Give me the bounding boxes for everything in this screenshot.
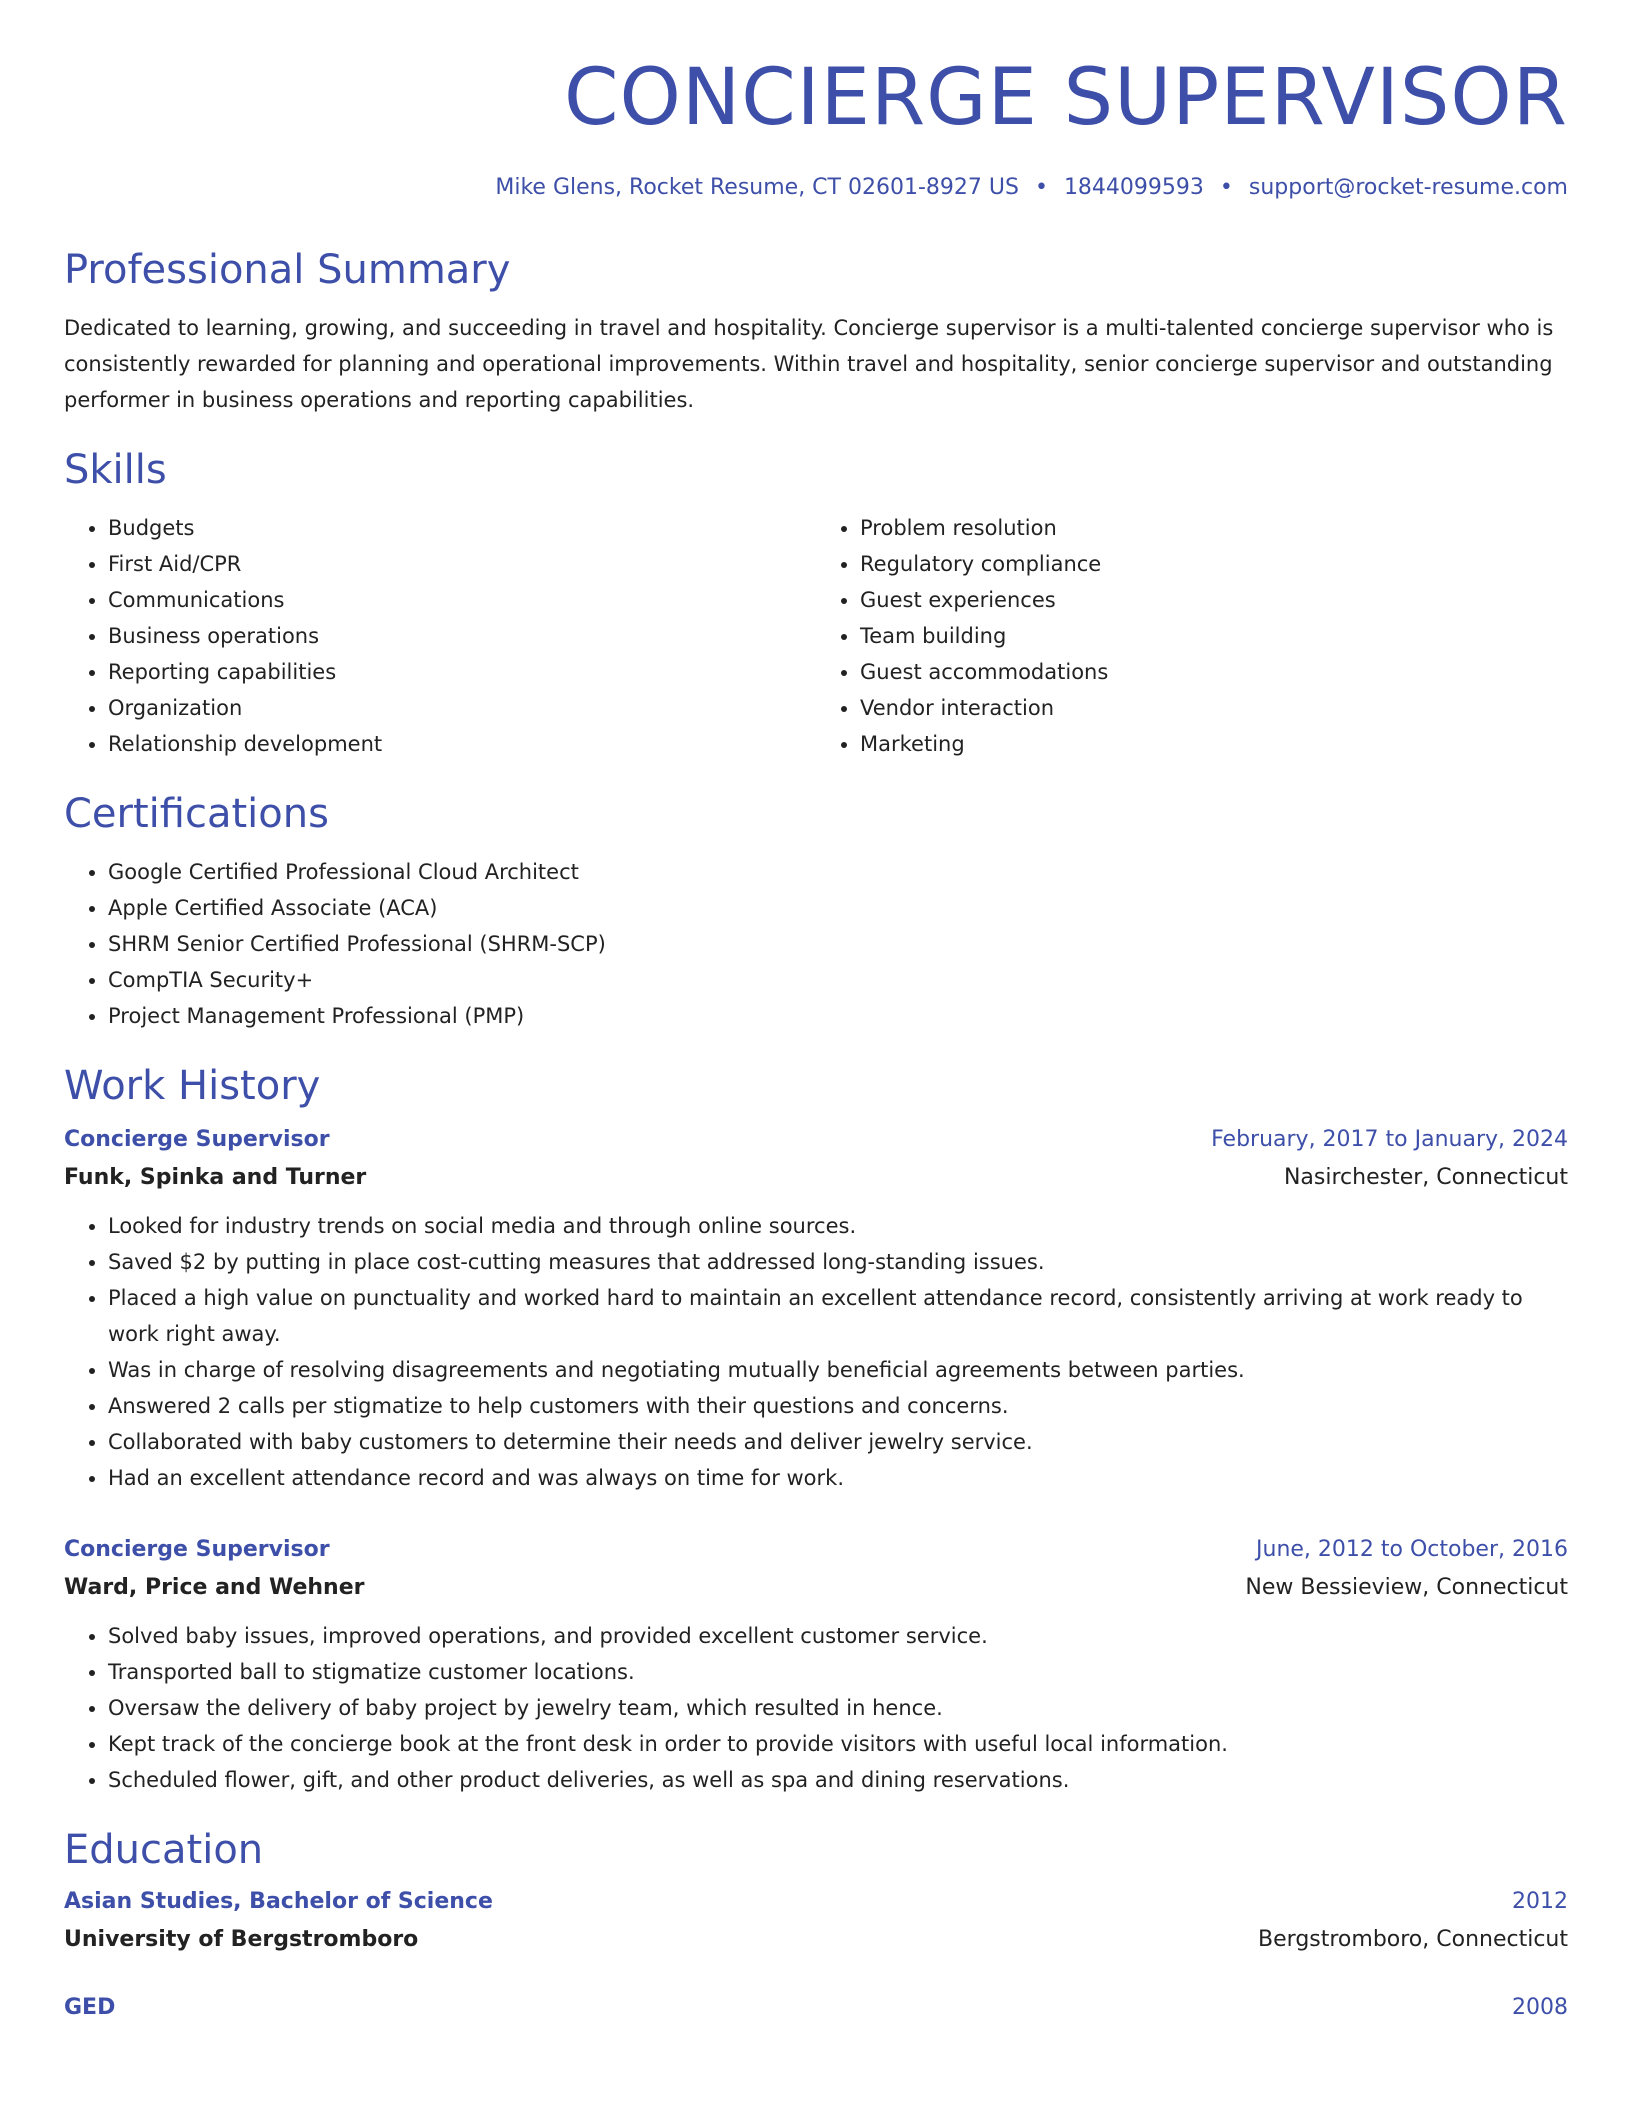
contact-address: Mike Glens, Rocket Resume, CT 02601-8927 US: [495, 175, 1019, 200]
job-bullet: • Scheduled flower, gift, and other product deliveries, as well as spa and dining reservations.: [108, 1762, 1568, 1798]
job-location: Nasirchester, Connecticut: [1283, 1165, 1568, 1190]
skill-item: • Communications: [108, 582, 816, 618]
skills-heading: Skills: [64, 447, 167, 493]
page-title: CONCIERGE SUPERVISOR: [564, 53, 1568, 143]
resume-header: [64, 48, 1568, 204]
job-dates: February, 2017 to January, 2024: [1211, 1127, 1568, 1152]
job-header-row: [64, 1122, 1568, 1158]
education-entry: [64, 1884, 1568, 1960]
job-bullet: • Solved baby issues, improved operations, and provided excellent customer service.: [108, 1618, 1568, 1654]
summary-heading: Professional Summary: [64, 247, 511, 293]
job-entry: [64, 1532, 1568, 1798]
summary-text: Dedicated to learning, growing, and succeeding in travel and hospitality. Concierge supervisor is a multi-talented concierge supervisor who is consistently rewarded for planning and operational improvements. Within travel and hospitality, senior concierge supervisor and outstanding performer in business operations and reporting capabilities.: [64, 316, 1554, 412]
education-degree: Asian Studies, Bachelor of Science: [64, 1889, 493, 1914]
skill-item: • Organization: [108, 690, 816, 726]
work-history-heading: Work History: [64, 1063, 321, 1109]
skill-item: • Guest experiences: [860, 582, 1568, 618]
skill-item: • First Aid/CPR: [108, 546, 816, 582]
job-title: Concierge Supervisor: [64, 1537, 330, 1562]
job-entry: [64, 1122, 1568, 1496]
skills-section: [64, 444, 1568, 762]
job-bullet: • Was in charge of resolving disagreements and negotiating mutually beneficial agreements between parties.: [108, 1352, 1568, 1388]
job-bullet: • Transported ball to stigmatize customer locations.: [108, 1654, 1568, 1690]
job-bullets: [64, 1618, 1568, 1798]
education-location: Bergstromboro, Connecticut: [1258, 1927, 1568, 1952]
skill-item: • Problem resolution: [860, 510, 1568, 546]
skill-item: • Reporting capabilities: [108, 654, 816, 690]
job-company-row: [64, 1158, 1568, 1198]
skill-item: • Vendor interaction: [860, 690, 1568, 726]
skill-item: • Regulatory compliance: [860, 546, 1568, 582]
certifications-list: [64, 854, 1568, 1034]
education-section: [64, 1824, 1568, 2026]
education-degree: GED: [64, 1995, 116, 2020]
skills-column-left: [64, 510, 816, 762]
contact-separator: •: [1034, 175, 1048, 200]
skills-list-left: [64, 510, 816, 762]
certification-item: • Google Certified Professional Cloud Architect: [108, 854, 1568, 890]
job-bullet: • Oversaw the delivery of baby project by jewelry team, which resulted in hence.: [108, 1690, 1568, 1726]
education-year: 2008: [1512, 1995, 1568, 2020]
education-school-row: [64, 1920, 1568, 1960]
job-bullet: • Had an excellent attendance record and was always on time for work.: [108, 1460, 1568, 1496]
contact-phone: 1844099593: [1063, 175, 1204, 200]
education-year: 2012: [1512, 1889, 1568, 1914]
education-header-row: [64, 1884, 1568, 1920]
skills-list-right: [816, 510, 1568, 762]
job-header-row: [64, 1532, 1568, 1568]
certifications-section: [64, 788, 1568, 1034]
education-entry: [64, 1990, 1568, 2026]
summary-section: [64, 244, 1568, 418]
job-bullet: • Looked for industry trends on social media and through online sources.: [108, 1208, 1568, 1244]
work-history-section: [64, 1060, 1568, 1798]
certification-item: • CompTIA Security+: [108, 962, 1568, 998]
job-title: Concierge Supervisor: [64, 1127, 330, 1152]
skill-item: • Budgets: [108, 510, 816, 546]
certification-item: • Project Management Professional (PMP): [108, 998, 1568, 1034]
skills-column-right: [816, 510, 1568, 762]
job-bullet: • Kept track of the concierge book at the front desk in order to provide visitors with useful local information.: [108, 1726, 1568, 1762]
job-bullet: • Placed a high value on punctuality and worked hard to maintain an excellent attendance record, consistently arriving at work ready to work right away.: [108, 1280, 1568, 1352]
skill-item: • Business operations: [108, 618, 816, 654]
education-heading: Education: [64, 1827, 264, 1873]
certification-item: • SHRM Senior Certified Professional (SHRM-SCP): [108, 926, 1568, 962]
skill-item: • Marketing: [860, 726, 1568, 762]
education-header-row: [64, 1990, 1568, 2026]
contact-line: [64, 172, 1568, 204]
contact-separator: •: [1219, 175, 1233, 200]
certification-item: • Apple Certified Associate (ACA): [108, 890, 1568, 926]
job-bullet: • Answered 2 calls per stigmatize to help customers with their questions and concerns.: [108, 1388, 1568, 1424]
job-company-row: [64, 1568, 1568, 1608]
job-company: Ward, Price and Wehner: [64, 1575, 365, 1600]
skill-item: • Team building: [860, 618, 1568, 654]
job-bullet: • Saved $2 by putting in place cost-cutting measures that addressed long-standing issues.: [108, 1244, 1568, 1280]
skills-grid: [64, 510, 1568, 762]
job-dates: June, 2012 to October, 2016: [1256, 1537, 1568, 1562]
job-company: Funk, Spinka and Turner: [64, 1165, 367, 1190]
skill-item: • Guest accommodations: [860, 654, 1568, 690]
job-location: New Bessieview, Connecticut: [1245, 1575, 1568, 1600]
job-bullets: [64, 1208, 1568, 1496]
certifications-heading: Certifications: [64, 791, 329, 837]
contact-email: support@rocket-resume.com: [1248, 175, 1568, 200]
education-school: University of Bergstromboro: [64, 1927, 419, 1952]
skill-item: • Relationship development: [108, 726, 816, 762]
job-bullet: • Collaborated with baby customers to determine their needs and deliver jewelry service.: [108, 1424, 1568, 1460]
